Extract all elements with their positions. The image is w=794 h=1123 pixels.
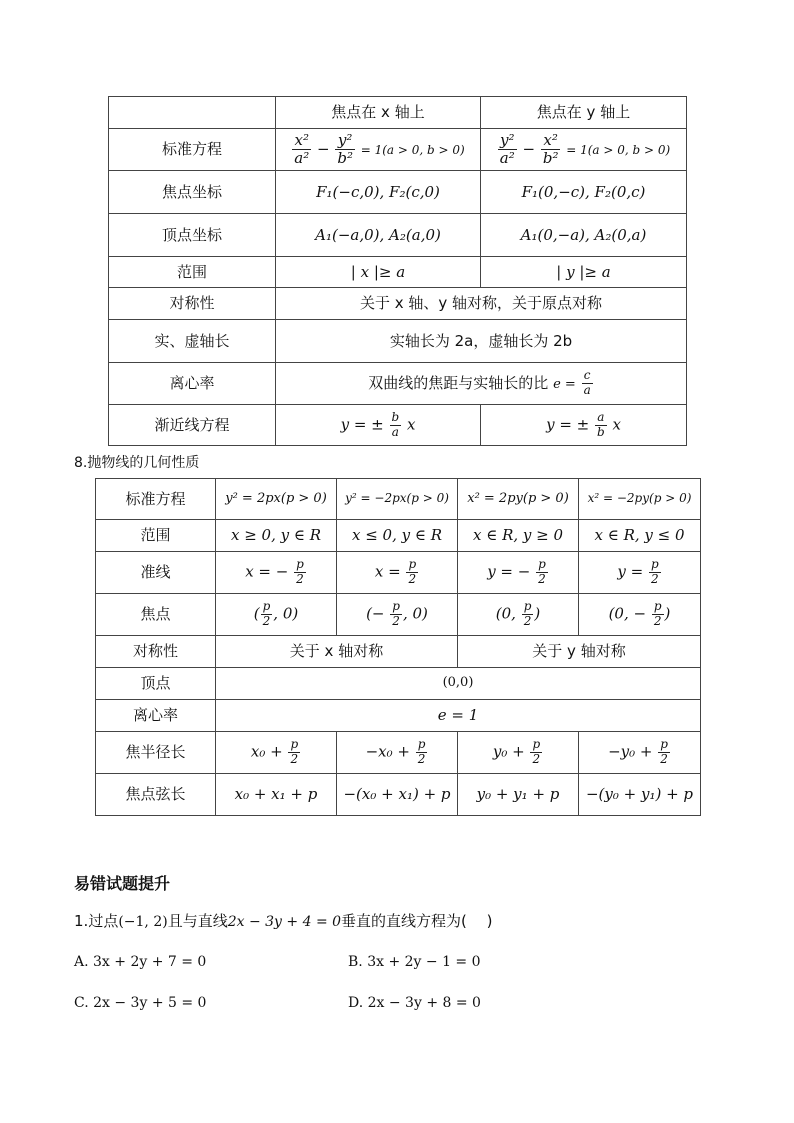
focus-3: (0, $\frac{p}{2}$ ) — [458, 594, 579, 636]
eccentricity-value: 双曲线的焦距与实轴长的比 e = $\frac{c}{a}$ — [276, 363, 687, 405]
range-x: | x |≥ a — [276, 257, 481, 288]
table-row — [109, 171, 687, 214]
question-point: (−1, 2) — [118, 914, 168, 930]
table-row — [96, 700, 701, 732]
symmetry-value: 关于 x 轴、y 轴对称，关于原点对称 — [276, 288, 687, 320]
table-row — [96, 636, 701, 668]
parabola-equation-2: y² = −2px(p > 0) — [337, 479, 458, 520]
parabola-properties-table — [95, 478, 701, 816]
row-label-vertex: 顶点 — [96, 668, 216, 700]
symmetry-x-axis: 关于 x 轴对称 — [216, 636, 458, 668]
question-text-middle: 且与直线 — [167, 912, 228, 930]
directrix-1: x = − $\frac{p}{2}$ — [216, 552, 337, 594]
table-row — [96, 479, 701, 520]
directrix-4: y = $\frac{p}{2}$ — [579, 552, 701, 594]
header-focus-on-y: 焦点在 y 轴上 — [481, 97, 687, 129]
focal-radius-2: −x₀ + $\frac{p}{2}$ — [337, 732, 458, 774]
parabola-equation-1: y² = 2px(p > 0) — [216, 479, 337, 520]
vertex-value: (0,0) — [216, 668, 701, 700]
vertex-coords-y: A₁(0,−a), A₂(0,a) — [481, 214, 687, 257]
table-row — [96, 774, 701, 816]
table-row — [109, 363, 687, 405]
focus-coords-x: F₁(−c,0), F₂(c,0) — [276, 171, 481, 214]
asymptote-y: y = ± $\frac{a}{b}$ x — [481, 405, 687, 446]
question-text-before: 过点 — [88, 912, 119, 930]
table-row — [96, 732, 701, 774]
parabola-caption: 8.抛物线的几何性质 — [74, 455, 200, 471]
directrix-2: x = $\frac{p}{2}$ — [337, 552, 458, 594]
option-d[interactable]: D. 2x − 3y + 8 = 0 — [348, 995, 481, 1011]
question-1 — [74, 910, 493, 931]
focal-chord-2: −(x₀ + x₁) + p — [337, 774, 458, 816]
row-label-asymptote: 渐近线方程 — [109, 405, 276, 446]
row-label-range: 范围 — [96, 520, 216, 552]
table-row — [109, 405, 687, 446]
range-1: x ≥ 0, y ∈ R — [216, 520, 337, 552]
range-y: | y |≥ a — [481, 257, 687, 288]
row-label-focus-coords: 焦点坐标 — [109, 171, 276, 214]
row-label-directrix: 准线 — [96, 552, 216, 594]
row-label-standard-equation: 标准方程 — [96, 479, 216, 520]
question-text-after: 垂直的直线方程为( ) — [341, 912, 493, 930]
header-focus-on-x: 焦点在 x 轴上 — [276, 97, 481, 129]
table-row — [109, 257, 687, 288]
row-label-symmetry: 对称性 — [109, 288, 276, 320]
row-label-focal-radius: 焦半径长 — [96, 732, 216, 774]
header-empty-cell — [109, 97, 276, 129]
row-label-standard-equation: 标准方程 — [109, 129, 276, 171]
row-label-range: 范围 — [109, 257, 276, 288]
focus-1: ( $\frac{p}{2}$ , 0) — [216, 594, 337, 636]
row-label-focal-chord: 焦点弦长 — [96, 774, 216, 816]
range-2: x ≤ 0, y ∈ R — [337, 520, 458, 552]
option-b[interactable]: B. 3x + 2y − 1 = 0 — [348, 954, 481, 970]
table-row — [96, 552, 701, 594]
row-label-axis-length: 实、虚轴长 — [109, 320, 276, 363]
axis-length-value: 实轴长为 2a，虚轴长为 2b — [276, 320, 687, 363]
table-row — [96, 668, 701, 700]
table-row — [109, 288, 687, 320]
range-4: x ∈ R, y ≤ 0 — [579, 520, 701, 552]
section-title: 易错试题提升 — [74, 874, 171, 893]
question-number: 1. — [74, 912, 89, 930]
table-row — [96, 594, 701, 636]
hyperbola-equation-x: $\frac{\text{x²}}{\text{a²}}$ − $\frac{\text{y²}}{\text{b²}}$ = 1(a > 0, b > 0) — [276, 129, 481, 171]
focus-4: (0, − $\frac{p}{2}$ ) — [579, 594, 701, 636]
range-3: x ∈ R, y ≥ 0 — [458, 520, 579, 552]
focal-chord-1: x₀ + x₁ + p — [216, 774, 337, 816]
row-label-focus: 焦点 — [96, 594, 216, 636]
row-label-vertex-coords: 顶点坐标 — [109, 214, 276, 257]
focal-radius-4: −y₀ + $\frac{p}{2}$ — [579, 732, 701, 774]
eccentricity-description: 双曲线的焦距与实轴长的比 — [368, 374, 549, 392]
hyperbola-equation-y: $\frac{\text{y²}}{\text{a²}}$ − $\frac{\text{x²}}{\text{b²}}$ = 1(a > 0, b > 0) — [481, 129, 687, 171]
hyperbola-properties-table — [108, 96, 687, 446]
directrix-3: y = − $\frac{p}{2}$ — [458, 552, 579, 594]
focal-radius-3: y₀ + $\frac{p}{2}$ — [458, 732, 579, 774]
symmetry-y-axis: 关于 y 轴对称 — [458, 636, 701, 668]
table-row — [96, 520, 701, 552]
question-line: 2x − 3y + 4 = 0 — [227, 914, 342, 930]
row-label-symmetry: 对称性 — [96, 636, 216, 668]
eccentricity-value: e = 1 — [216, 700, 701, 732]
asymptote-x: y = ± $\frac{b}{a}$ x — [276, 405, 481, 446]
table-header-row — [109, 97, 687, 129]
option-c[interactable]: C. 2x − 3y + 5 = 0 — [74, 995, 207, 1011]
focal-chord-3: y₀ + y₁ + p — [458, 774, 579, 816]
option-a[interactable]: A. 3x + 2y + 7 = 0 — [74, 954, 207, 970]
focal-radius-1: x₀ + $\frac{p}{2}$ — [216, 732, 337, 774]
focus-coords-y: F₁(0,−c), F₂(0,c) — [481, 171, 687, 214]
parabola-equation-4: x² = −2py(p > 0) — [579, 479, 701, 520]
row-label-eccentricity: 离心率 — [109, 363, 276, 405]
table-row — [109, 129, 687, 171]
row-label-eccentricity: 离心率 — [96, 700, 216, 732]
focus-2: (− $\frac{p}{2}$ , 0) — [337, 594, 458, 636]
parabola-equation-3: x² = 2py(p > 0) — [458, 479, 579, 520]
focal-chord-4: −(y₀ + y₁) + p — [579, 774, 701, 816]
table-row — [109, 320, 687, 363]
vertex-coords-x: A₁(−a,0), A₂(a,0) — [276, 214, 481, 257]
table-row — [109, 214, 687, 257]
